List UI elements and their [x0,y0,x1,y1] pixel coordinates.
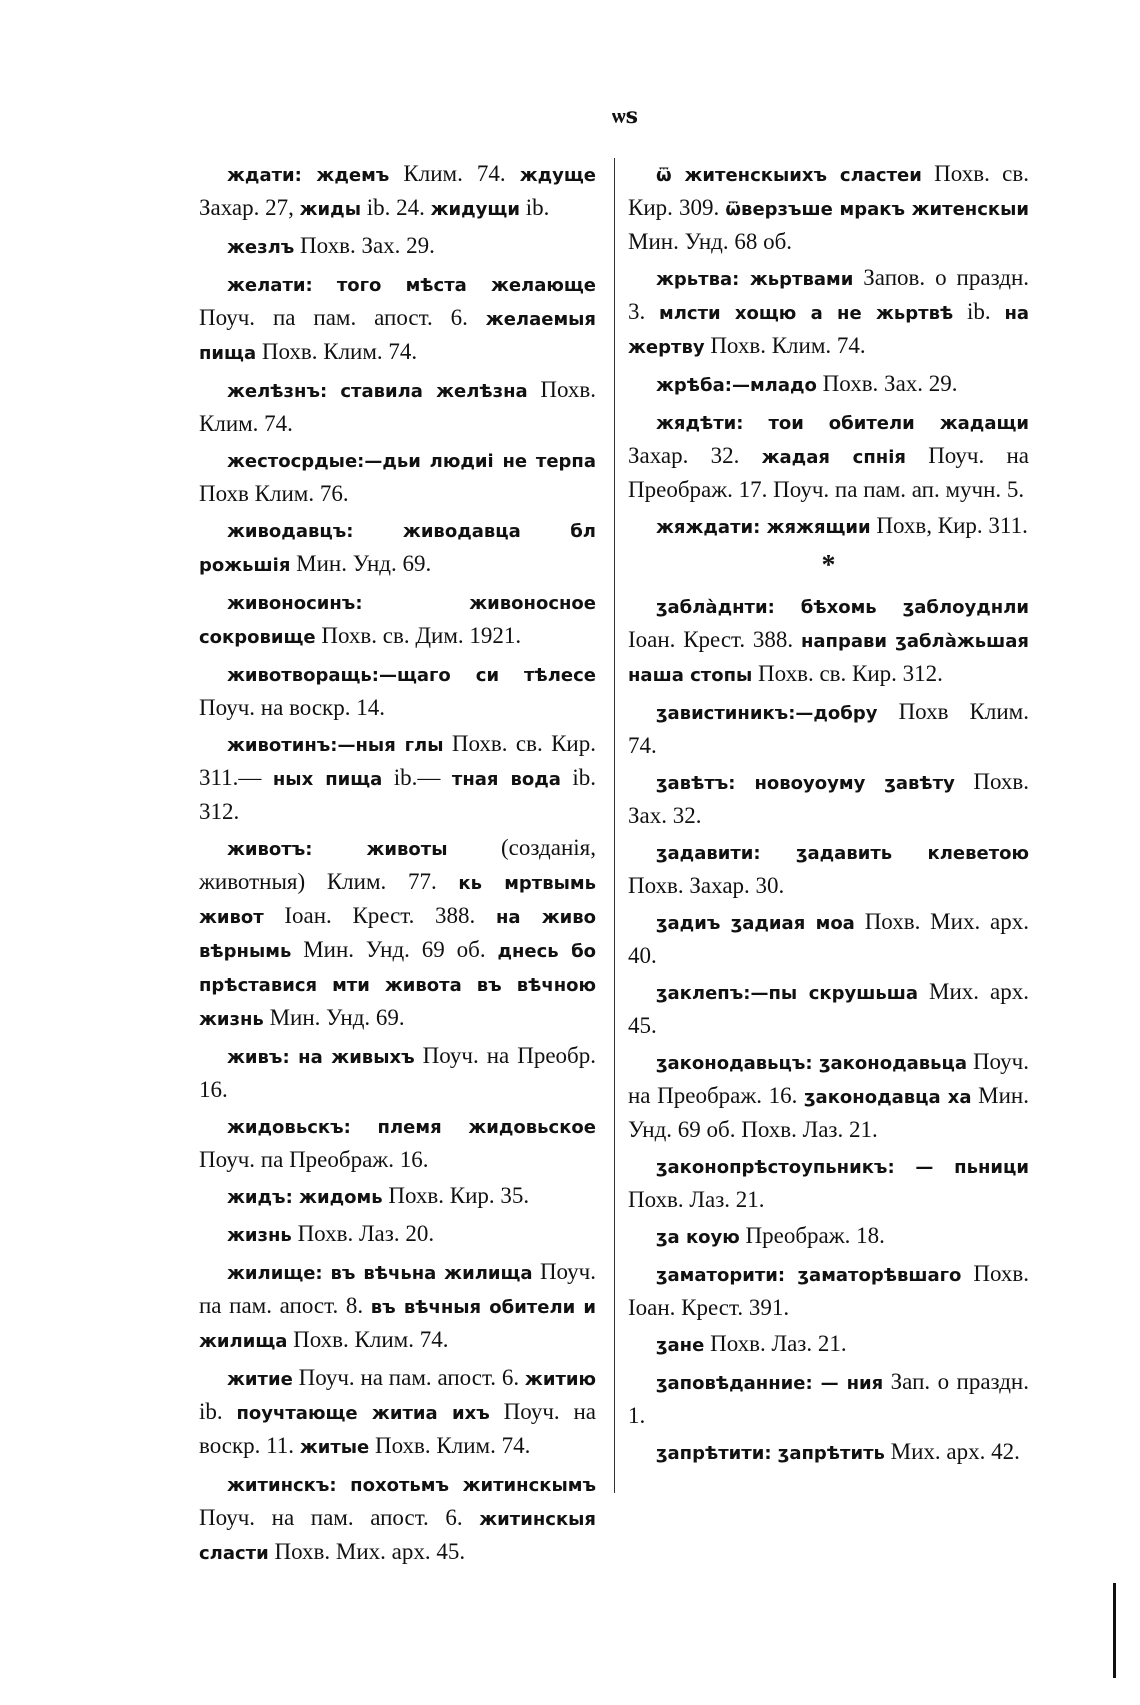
citation: Мин. Унд. 69. [263,1005,405,1030]
dictionary-entry [628,406,1029,506]
citation: Зап. о праздн. 1. [628,1369,1029,1428]
dictionary-entry [628,1220,1029,1254]
citation: Похв. Мих. арх. 45. [268,1539,466,1564]
citation: Поуч. на пам. апост. 6. [199,1505,480,1530]
citation: Захар. 27, [199,195,300,220]
headword: ӡане [656,1335,705,1356]
headword: на живо вѣрнымь [199,907,596,962]
dictionary-entry [199,158,596,226]
citation: Похв. Клим. 74. [287,1327,449,1352]
dictionary-entry [199,658,596,724]
headword: ӡаклепъ:—пы скрушьша [656,983,918,1004]
headword: желаемыя пища [199,309,596,364]
headword: житие [227,1369,293,1390]
dictionary-entry [199,1180,596,1214]
dictionary-entry [628,510,1029,544]
citation: Поуч. на Преображ. 17. Поуч. па пам. ап. мучн. 5. [628,443,1029,502]
headword: жяждати: жяжящии [656,517,871,538]
headword: жидъ: жидомь [227,1187,383,1208]
dictionary-entry [199,728,596,828]
citation: Поуч. па пам. апост. 6. [199,305,486,330]
citation: ib. 24. [360,195,431,220]
dictionary-entry [199,268,596,370]
citation: Похв. Захар. 30. [628,873,785,898]
headword: млсти хощю а не жьртвѣ [659,303,954,324]
headword: жадая спнія [761,447,906,468]
citation: Клим. 74. [389,161,520,186]
headword: житинскыя сласти [199,1509,596,1564]
citation: ib.— [382,765,452,790]
citation: Похв. Лаз. 21. [704,1331,847,1356]
headword: ждати: ждемъ [227,165,390,186]
citation: Похв. Клим. 74. [199,377,596,436]
citation: Похв. Лаз. 20. [291,1221,435,1246]
dictionary-entry [628,1258,1029,1324]
headword: ждуще [519,165,596,186]
headword: кь мртвымь живот [199,873,596,928]
headword: живодавцъ: живодавца бл рожьшія [199,521,596,576]
dictionary-entry [199,374,596,440]
headword: днесь бо прѣставися мти живота въ вѣчною жизнь [199,941,596,1030]
headword: ӡа коую [656,1227,740,1248]
citation: Поуч. па пам. апост. 8. [199,1259,596,1318]
right-column-bottom [628,590,1029,1470]
headword: тная вода [451,769,561,790]
citation: Похв. св. Кир. 312. [752,661,943,686]
citation: Похв. св. Дим. 1921. [315,623,522,648]
headword: жилище: въ вѣчьна жилища [227,1263,533,1284]
citation: Поуч. па Преображ. 16. [199,1147,429,1172]
headword: житые [299,1437,370,1458]
headword: ӡадавити: ӡадавить клеветою [656,843,1029,864]
headword: ӡавѣтъ: новоуоуму ӡавѣту [656,773,955,794]
headword: жестосрдые:—дьи людиі не терпа [227,451,596,472]
citation: Похв. св. Кир. 311.— [199,731,596,790]
citation: Мих. арх. 45. [628,979,1030,1038]
citation: Похв. Клим. 74. [704,333,866,358]
dictionary-entry [628,1366,1029,1432]
citation: Іоан. Крест. 388. [263,903,496,928]
citation: Похв. Зах. 29. [294,233,435,258]
dictionary-entry [628,1328,1029,1362]
headword: поучтающе житиа ихъ [236,1403,490,1424]
dictionary-entry [199,1040,596,1106]
citation: Похв. Зах. 29. [816,371,958,396]
headword: желѣзнъ: ставила желѣзна [227,381,528,402]
headword: ӡаконопрѣстоупьникъ: — пьници [656,1157,1029,1178]
headword: жидовьскъ: племя жидовьское [227,1117,596,1138]
citation: Похв. св. Кир. 309. [628,161,1029,220]
citation: Мин. Унд. 68 об. [628,229,793,254]
dictionary-entry [199,1362,596,1464]
headword: живоносинъ: живоносное сокровище [199,593,596,648]
headword: жизнь [227,1225,292,1246]
citation: Мин. Унд. 69 об. [291,937,498,962]
citation: ib. [199,1399,237,1424]
headword: на жертву [628,303,1030,358]
dictionary-entry [628,836,1029,902]
citation: Преображ. 18. [739,1223,885,1248]
dictionary-entry [199,1110,596,1176]
citation: Похв Клим. 76. [199,481,349,506]
column-divider [614,158,615,1493]
dictionary-entry [199,586,596,654]
dictionary-entry [199,230,596,264]
headword: ӡаповѣданние: — ния [656,1373,884,1394]
headword: житию [524,1369,596,1390]
dictionary-entry [628,976,1029,1042]
headword: жезлъ [227,237,295,258]
headword: жиды [299,199,361,220]
citation: Поуч. на воскр. 11. [199,1399,596,1458]
dictionary-entry [628,766,1029,832]
dictionary-entry [628,696,1029,762]
headword: желати: того мѣста желающе [227,275,596,296]
dictionary-entry [628,1150,1029,1216]
dictionary-entry [628,1436,1029,1470]
citation: Мин. Унд. 69. [290,551,432,576]
dictionary-entry [199,832,596,1036]
headword: животинъ:—ныя глы [227,735,444,756]
citation: Іоан. Крест. 388. [628,627,801,652]
citation: Похв, Кир. 311. [870,513,1028,538]
headword: животъ: животы [227,839,448,860]
citation: ib. [519,195,550,220]
left-column [199,158,596,1574]
headword: жидущи [430,199,520,220]
headword: ӡавистиникъ:—добру [656,703,878,724]
headword: въ вѣчныя обители и жилища [199,1297,597,1352]
citation: Поуч. на Преобр. 16. [199,1043,597,1102]
citation: Мих. арх. 42. [884,1439,1020,1464]
citation: Поуч. на воскр. 14. [199,695,385,720]
headword: ӡаконодавца ха [804,1087,972,1108]
headword: животворащь:—щаго си тѣлесе [227,665,596,686]
citation: Похв. Клим. 74. [256,339,418,364]
citation: Поуч. на пам. апост. 6. [292,1365,525,1390]
headword: житинскъ: похотьмъ житинскымъ [227,1475,596,1496]
headword: живъ: на живыхъ [227,1047,415,1068]
page-edge-mark [1113,1583,1116,1678]
headword: ӡаматорити: ӡаматорѣвшаго [656,1265,962,1286]
dictionary-entry [628,906,1029,972]
citation: ib. [953,299,1005,324]
headword: ѿ житенскыихъ сластеи [656,165,922,186]
dictionary-entry [628,158,1029,258]
citation: Похв. Мих. арх. 40. [628,909,1029,968]
dictionary-entry [628,262,1029,364]
citation: Поуч. на Преображ. 16. [628,1049,1029,1108]
headword: ӡабла̀днти: бѣхомь ӡаблоуднли [656,597,1029,618]
citation: (созданія, животныя) Клим. 77. [199,835,596,894]
dictionary-entry [199,1468,596,1570]
dictionary-entry [628,1046,1029,1146]
dictionary-entry [199,1218,596,1252]
citation: Похв. Клим. 74. [369,1433,531,1458]
headword: жядѣти: тои обители жадащи [656,413,1029,434]
headword: ѿверзъше мракъ житенскыи [725,199,1029,220]
section-divider: * [821,550,836,581]
dictionary-entry [199,514,596,582]
dictionary-entry [628,590,1029,692]
citation: Похв. Лаз. 21. [628,1187,765,1212]
citation: Похв. Іоан. Крест. 391. [628,1261,1029,1320]
headword: ӡапрѣтити: ӡапрѣтить [656,1443,885,1464]
page-number: ѡѕ [612,103,638,129]
right-column [628,158,1029,1474]
headword: направи ӡабла̀жьшая наша стопы [628,631,1029,686]
headword: жрьтва: жьртвами [656,269,854,290]
headword: ӡаконодавьцъ: ӡаконодавьца [656,1053,968,1074]
headword: ных пища [272,769,383,790]
citation: ib. 312. [199,765,597,824]
dictionary-entry [199,1256,596,1358]
citation: Похв. Кир. 35. [382,1183,530,1208]
citation: Запов. о праздн. 3. [628,265,1030,324]
citation: Похв Клим. 74. [628,699,1029,758]
citation: Мин. Унд. 69 об. Похв. Лаз. 21. [628,1083,1029,1142]
dictionary-entry [628,368,1029,402]
headword: жрѣба:—младо [656,375,817,396]
right-column-top [628,158,1029,544]
citation: Захар. 32. [628,443,762,468]
dictionary-entry [199,444,596,510]
citation: Похв. Зах. 32. [628,769,1029,828]
headword: ӡадиъ ӡадиая моа [656,913,855,934]
